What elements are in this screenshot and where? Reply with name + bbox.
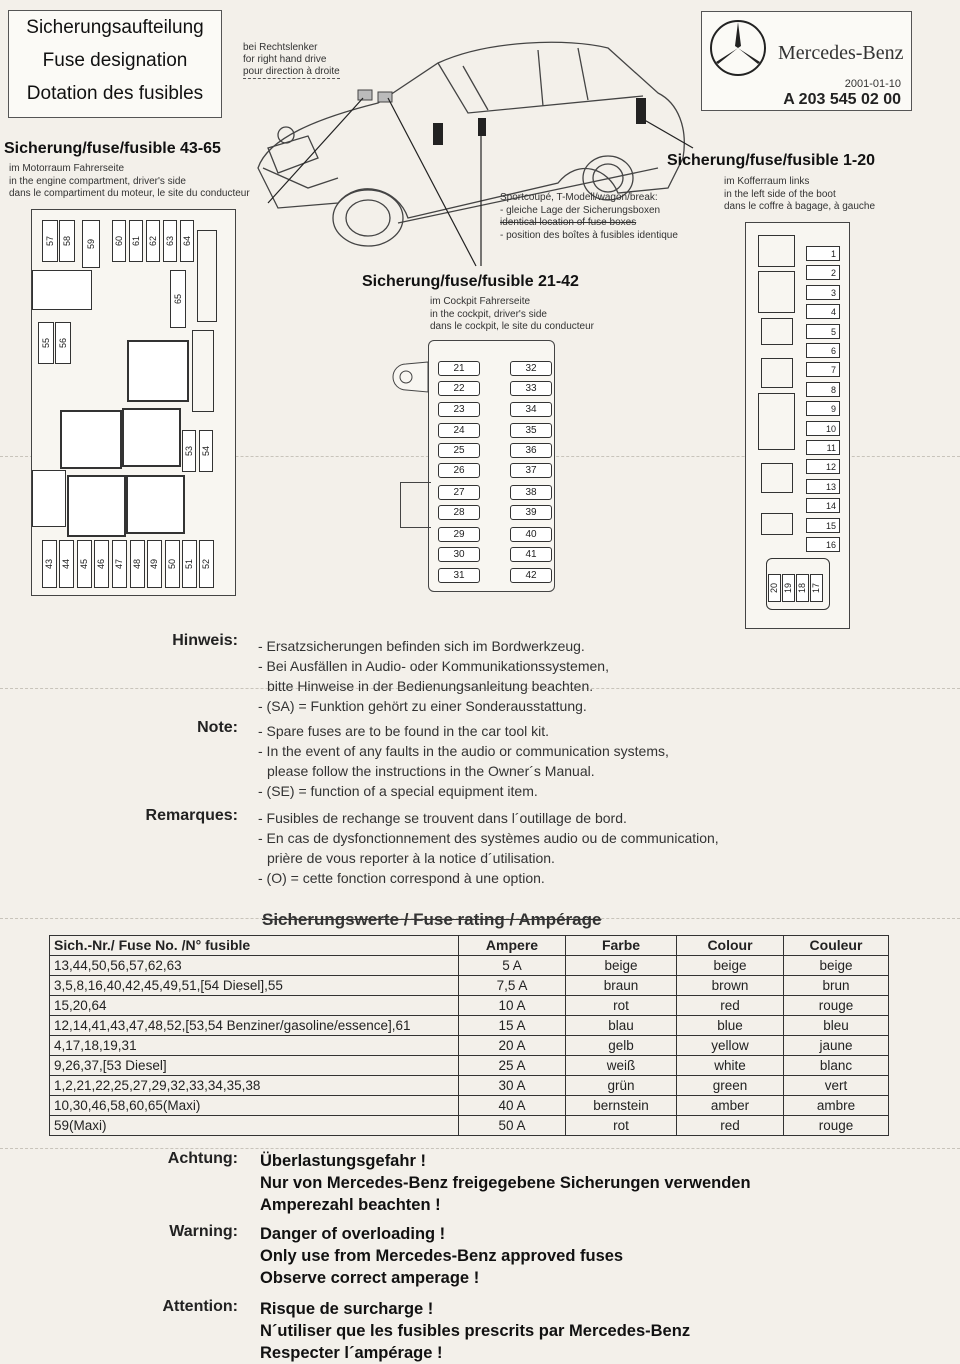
table-cell: jaune bbox=[784, 1036, 889, 1056]
fuse-27: 27 bbox=[438, 485, 480, 500]
fuse-11: 11 bbox=[806, 440, 840, 455]
fuse-6: 6 bbox=[806, 343, 840, 358]
table-cell: amber bbox=[677, 1096, 784, 1116]
connector bbox=[197, 230, 217, 322]
table-cell: red bbox=[677, 996, 784, 1016]
title-fr: Dotation des fusibles bbox=[26, 83, 204, 104]
relay bbox=[60, 410, 122, 469]
table-cell: rot bbox=[566, 1116, 677, 1136]
relay bbox=[758, 271, 795, 313]
note-de: - Ersatzsicherungen befinden sich im Bordwerkzeug. - Bei Ausfällen in Audio- oder Kommunikationssystemen, bitte Hinweise in der Bedienungsanleitung beachten. - (SA) = Funktion gehört zu einer Sonderausstattung. bbox=[258, 638, 609, 714]
relay bbox=[758, 235, 795, 267]
warning-label-en: Warning: bbox=[169, 1223, 238, 1240]
table-row bbox=[50, 956, 889, 976]
part-number: A 203 545 02 00 bbox=[783, 91, 901, 108]
table-cell: grün bbox=[566, 1076, 677, 1096]
table-cell: blue bbox=[677, 1016, 784, 1036]
table-cell: brun bbox=[784, 976, 889, 996]
warning-en: Danger of overloading ! Only use from Mercedes-Benz approved fuses Observe correct amperage ! bbox=[260, 1225, 624, 1287]
fuse-43: 43 bbox=[42, 540, 57, 588]
table-cell: 4,17,18,19,31 bbox=[50, 1036, 459, 1056]
note-label-en: Note: bbox=[197, 719, 238, 736]
fuse-2: 2 bbox=[806, 265, 840, 280]
fuse-1: 1 bbox=[806, 246, 840, 261]
mounting-tab bbox=[392, 360, 432, 394]
paper-fold bbox=[0, 1148, 960, 1149]
fuse-20: 20 bbox=[768, 574, 781, 602]
table-row bbox=[50, 1076, 889, 1096]
table-cell: 50 A bbox=[459, 1116, 566, 1136]
fuse-33: 33 bbox=[510, 381, 552, 396]
rhd-note: bei Rechtslenker for right hand drive pour direction à droite bbox=[243, 42, 340, 77]
fuse-61: 61 bbox=[129, 220, 143, 262]
table-row bbox=[50, 1036, 889, 1056]
fuse-41: 41 bbox=[510, 547, 552, 562]
brand-box bbox=[701, 11, 912, 111]
fuse-14: 14 bbox=[806, 498, 840, 513]
relay bbox=[761, 318, 793, 345]
relay bbox=[761, 463, 793, 493]
table-cell: brown bbox=[677, 976, 784, 996]
fuse-58: 58 bbox=[59, 220, 75, 262]
fuse-38: 38 bbox=[510, 485, 552, 500]
document-title-box bbox=[8, 10, 222, 118]
note-label-de: Hinweis: bbox=[172, 632, 238, 649]
table-cell: white bbox=[677, 1056, 784, 1076]
box-1-20-location: im Kofferraum links in the left side of the boot dans le coffre à bagage, à gauche bbox=[724, 176, 876, 212]
connector-outline bbox=[400, 482, 431, 528]
table-cell: 10,30,46,58,60,65(Maxi) bbox=[50, 1096, 459, 1116]
fuse-47: 47 bbox=[112, 540, 127, 588]
relay bbox=[761, 513, 793, 535]
table-cell: 13,44,50,56,57,62,63 bbox=[50, 956, 459, 976]
table-header-row bbox=[50, 936, 889, 956]
table-row bbox=[50, 996, 889, 1016]
fuse-box-engine bbox=[31, 209, 236, 596]
relay bbox=[758, 393, 795, 450]
table-cell: bleu bbox=[784, 1016, 889, 1036]
fuse-24: 24 bbox=[438, 423, 480, 438]
fuse-55: 55 bbox=[38, 322, 54, 364]
table-cell: yellow bbox=[677, 1036, 784, 1056]
fuse-17: 17 bbox=[810, 574, 823, 602]
fuse-22: 22 bbox=[438, 381, 480, 396]
box-21-42-title: Sicherung/fuse/fusible 21-42 bbox=[362, 273, 579, 290]
relay bbox=[122, 408, 181, 467]
fuse-44: 44 bbox=[59, 540, 74, 588]
table-row bbox=[50, 976, 889, 996]
fuse-65: 65 bbox=[170, 270, 186, 328]
table-cell: 12,14,41,43,47,48,52,[53,54 Benziner/gasoline/essence],61 bbox=[50, 1016, 459, 1036]
fuse-10: 10 bbox=[806, 421, 840, 436]
warning-label-de: Achtung: bbox=[167, 1150, 238, 1167]
fuse-26: 26 bbox=[438, 463, 480, 478]
table-row bbox=[50, 1056, 889, 1076]
table-cell: 25 A bbox=[459, 1056, 566, 1076]
table-row bbox=[50, 1116, 889, 1136]
table-cell: 59(Maxi) bbox=[50, 1116, 459, 1136]
table-row bbox=[50, 1016, 889, 1036]
fuse-46: 46 bbox=[94, 540, 109, 588]
fuse-56: 56 bbox=[55, 322, 71, 364]
col-couleur: Couleur bbox=[784, 936, 889, 956]
variant-note: Sportcoupé, T-Modell/wagon/break: - gleiche Lage der Sicherungsboxen identical location of fuse boxes - position des boîtes à fusibles identique bbox=[500, 192, 678, 241]
mercedes-star-icon bbox=[708, 18, 768, 78]
table-cell: rot bbox=[566, 996, 677, 1016]
table-cell: green bbox=[677, 1076, 784, 1096]
table-cell: bernstein bbox=[566, 1096, 677, 1116]
box-43-65-location: im Motorraum Fahrerseite in the engine compartment, driver's side dans le compartiment du moteur, le site du conducteur bbox=[9, 163, 250, 199]
fuse-54: 54 bbox=[199, 430, 213, 472]
note-label-fr: Remarques: bbox=[145, 807, 238, 824]
warning-fr: Risque de surcharge ! N´utiliser que les fusibles prescrits par Mercedes-Benz Respecter l´ampérage ! bbox=[260, 1300, 691, 1362]
table-cell: 15,20,64 bbox=[50, 996, 459, 1016]
box-1-20-title: Sicherung/fuse/fusible 1-20 bbox=[667, 152, 876, 169]
relay bbox=[126, 475, 185, 534]
fuse-62: 62 bbox=[146, 220, 160, 262]
warning-de: Überlastungsgefahr ! Nur von Mercedes-Benz freigegebene Sicherungen verwenden Amperezahl beachten ! bbox=[260, 1152, 751, 1214]
box-21-42-location: im Cockpit Fahrerseite in the cockpit, driver's side dans le cockpit, le site du conducteur bbox=[430, 296, 594, 332]
fuse-16: 16 bbox=[806, 537, 840, 552]
col-farbe: Farbe bbox=[566, 936, 677, 956]
table-cell: beige bbox=[677, 956, 784, 976]
table-cell: beige bbox=[566, 956, 677, 976]
fuse-48: 48 bbox=[130, 540, 145, 588]
table-cell: 30 A bbox=[459, 1076, 566, 1096]
rating-title: Sicherungswerte / Fuse rating / Ampérage bbox=[262, 910, 602, 929]
fuse-18: 18 bbox=[796, 574, 809, 602]
table-row bbox=[50, 1096, 889, 1116]
fuse-5: 5 bbox=[806, 324, 840, 339]
table-cell: 1,2,21,22,25,27,29,32,33,34,35,38 bbox=[50, 1076, 459, 1096]
fuse-32: 32 bbox=[510, 361, 552, 376]
fuse-29: 29 bbox=[438, 527, 480, 542]
relay bbox=[32, 270, 92, 310]
fuse-59: 59 bbox=[82, 220, 100, 268]
warning-label-fr: Attention: bbox=[162, 1298, 238, 1315]
fuse-7: 7 bbox=[806, 362, 840, 377]
table-cell: 5 A bbox=[459, 956, 566, 976]
table-cell: 3,5,8,16,40,42,45,49,51,[54 Diesel],55 bbox=[50, 976, 459, 996]
fuse-15: 15 bbox=[806, 518, 840, 533]
fuse-64: 64 bbox=[180, 220, 194, 262]
table-cell: gelb bbox=[566, 1036, 677, 1056]
table-cell: weiß bbox=[566, 1056, 677, 1076]
fuse-3: 3 bbox=[806, 285, 840, 300]
fuse-40: 40 bbox=[510, 527, 552, 542]
table-cell: ambre bbox=[784, 1096, 889, 1116]
fuse-42: 42 bbox=[510, 568, 552, 583]
relay bbox=[67, 475, 126, 537]
fuse-36: 36 bbox=[510, 443, 552, 458]
table-cell: 40 A bbox=[459, 1096, 566, 1116]
table-cell: rouge bbox=[784, 1116, 889, 1136]
fuse-31: 31 bbox=[438, 568, 480, 583]
issue-date: 2001-01-10 bbox=[844, 78, 901, 90]
table-cell: blanc bbox=[784, 1056, 889, 1076]
table-cell: vert bbox=[784, 1076, 889, 1096]
table-cell: blau bbox=[566, 1016, 677, 1036]
fuse-19: 19 bbox=[782, 574, 795, 602]
connector bbox=[192, 330, 214, 412]
table-cell: rouge bbox=[784, 996, 889, 1016]
fuse-13: 13 bbox=[806, 479, 840, 494]
note-en: - Spare fuses are to be found in the car tool kit. - In the event of any faults in the audio or communication systems, please follow the instructions in the Owner´s Manual. - (SE) = function of a special equipment item. bbox=[258, 723, 669, 799]
fuse-30: 30 bbox=[438, 547, 480, 562]
fuse-34: 34 bbox=[510, 402, 552, 417]
col-ampere: Ampere bbox=[459, 936, 566, 956]
fuse-52: 52 bbox=[199, 540, 214, 588]
table-cell: beige bbox=[784, 956, 889, 976]
fuse-4: 4 bbox=[806, 304, 840, 319]
table-cell: braun bbox=[566, 976, 677, 996]
table-cell: 9,26,37,[53 Diesel] bbox=[50, 1056, 459, 1076]
fuse-28: 28 bbox=[438, 505, 480, 520]
fuse-53: 53 bbox=[182, 430, 196, 472]
fuse-57: 57 bbox=[42, 220, 58, 262]
note-fr: - Fusibles de rechange se trouvent dans l´outillage de bord. - En cas de dysfonctionnement des systèmes audio ou de communication, prière de vous reporter à la notice d´utilisation. - (O) = cette fonction correspond à une option. bbox=[258, 810, 719, 886]
box-43-65-title: Sicherung/fuse/fusible 43-65 bbox=[4, 140, 221, 157]
title-de: Sicherungsaufteilung bbox=[26, 17, 204, 38]
fuse-9: 9 bbox=[806, 401, 840, 416]
fuse-49: 49 bbox=[147, 540, 162, 588]
fuse-50: 50 bbox=[165, 540, 180, 588]
fuse-23: 23 bbox=[438, 402, 480, 417]
relay bbox=[761, 358, 793, 388]
fuse-rating-table bbox=[49, 935, 889, 1136]
table-cell: 20 A bbox=[459, 1036, 566, 1056]
fuse-63: 63 bbox=[163, 220, 177, 262]
fuse-51: 51 bbox=[182, 540, 197, 588]
relay bbox=[32, 470, 66, 527]
fuse-37: 37 bbox=[510, 463, 552, 478]
fuse-21: 21 bbox=[438, 361, 480, 376]
fuse-35: 35 bbox=[510, 423, 552, 438]
brand-name: Mercedes-Benz bbox=[778, 42, 904, 64]
table-cell: red bbox=[677, 1116, 784, 1136]
fuse-25: 25 bbox=[438, 443, 480, 458]
col-colour: Colour bbox=[677, 936, 784, 956]
table-cell: 15 A bbox=[459, 1016, 566, 1036]
fuse-39: 39 bbox=[510, 505, 552, 520]
table-cell: 10 A bbox=[459, 996, 566, 1016]
fuse-60: 60 bbox=[112, 220, 126, 262]
fuse-45: 45 bbox=[77, 540, 92, 588]
table-cell: 7,5 A bbox=[459, 976, 566, 996]
col-fuse-no: Sich.-Nr./ Fuse No. /N° fusible bbox=[50, 936, 459, 956]
fuse-8: 8 bbox=[806, 382, 840, 397]
title-en: Fuse designation bbox=[42, 50, 188, 71]
fuse-12: 12 bbox=[806, 459, 840, 474]
relay bbox=[127, 340, 189, 402]
